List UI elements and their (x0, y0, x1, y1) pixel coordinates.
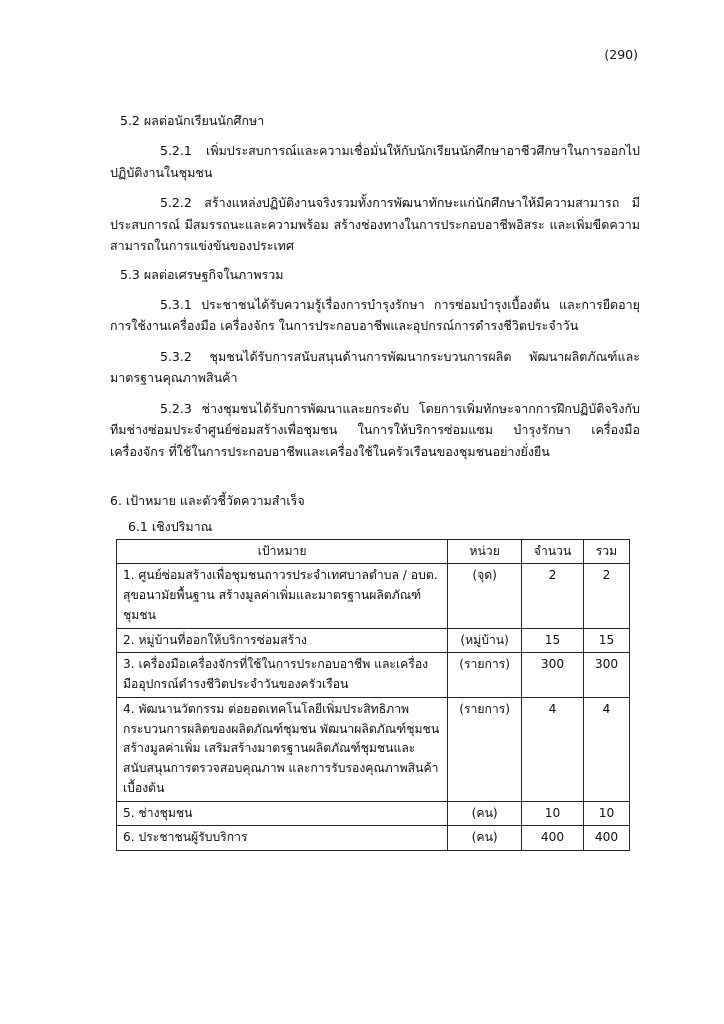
paragraph-5-3-3: 5.2.3 ช่างชุมชนได้รับการพัฒนาและยกระดับ โดยการเพิ่มทักษะจากการฝึกปฏิบัติจริงกับทีมช่างซ่อมประจำศูนย์ซ่อมสร้างเพื่อชุมชน ในการให้บริการซ่อมแซม บำรุงรักษา เครื่องมือเครื่องจักร ที่ใช้ในการประกอบอาชีพและเครื่องใช้ในครัวเรือนของชุมชนอย่างยั่งยืน (110, 400, 640, 459)
section-5-3-heading: 5.3 ผลต่อเศรษฐกิจในภาพรวม (120, 266, 284, 282)
page-number: (290) (604, 47, 638, 62)
cell-target: 2. หมู่บ้านที่ออกให้บริการซ่อมสร้าง (117, 628, 448, 653)
cell-total: 400 (583, 826, 629, 851)
cell-quantity: 15 (522, 628, 584, 653)
table-row (117, 628, 630, 653)
table-row (117, 653, 630, 698)
table-row (117, 697, 630, 801)
cell-quantity: 400 (522, 826, 584, 851)
paragraph-5-2-2: 5.2.2 สร้างแหล่งปฏิบัติงานจริงรวมทั้งการพัฒนาทักษะแก่นักศึกษาให้มีความสามารถ มีประสบการณ์ มีสมรรถนะและความพร้อม สร้างช่องทางในการประกอบอาชีพอิสระ และเพิ่มขีดความสามารถในการแข่งขันของประเทศ (110, 195, 640, 254)
paragraph-5-2-1: 5.2.1 เพิ่มประสบการณ์และความเชื่อมั่นให้กับนักเรียนนักศึกษาอาชีวศึกษาในการออกไปปฏิบัติงานในชุมชน (110, 143, 640, 180)
cell-total: 4 (583, 697, 629, 801)
header-target: เป้าหมาย (117, 539, 448, 564)
paragraph-5-3-2: 5.3.2 ชุมชนได้รับการสนับสนุนด้านการพัฒนากระบวนการผลิต พัฒนาผลิตภัณฑ์และมาตรฐานคุณภาพสินค้า (110, 348, 640, 386)
cell-quantity: 2 (522, 564, 584, 628)
section-6-1-heading: 6.1 เชิงปริมาณ (128, 519, 213, 535)
table-header-row (117, 539, 630, 564)
cell-total: 2 (583, 564, 629, 628)
document-body (110, 112, 640, 851)
targets-table (116, 539, 630, 852)
header-unit: หน่วย (448, 539, 522, 564)
cell-unit: (จุด) (448, 564, 522, 628)
cell-unit: (หมู่บ้าน) (448, 628, 522, 653)
cell-total: 10 (583, 801, 629, 826)
section-5-2-heading: 5.2 ผลต่อนักเรียนนักศึกษา (120, 113, 265, 128)
table-row (117, 564, 630, 628)
cell-total: 300 (583, 653, 629, 698)
cell-target: 6. ประชาชนผู้รับบริการ (117, 826, 448, 851)
cell-quantity: 4 (522, 697, 584, 801)
cell-unit: (คน) (448, 801, 522, 826)
cell-unit: (คน) (448, 826, 522, 851)
header-quantity: จำนวน (522, 539, 584, 564)
cell-target: 1. ศูนย์ซ่อมสร้างเพื่อชุมชนถาวรประจำเทศบาลตำบล / อบต. สุขอนามัยพื้นฐาน สร้างมูลค่าเพิ่มและมาตรฐานผลิตภัณฑ์ชุมชน (117, 564, 448, 628)
cell-unit: (รายการ) (448, 653, 522, 698)
paragraph-5-3-1: 5.3.1 ประชาชนได้รับความรู้เรื่องการบำรุงรักษา การซ่อมบำรุงเบื้องต้น และการยืดอายุการใช้งานเครื่องมือ เครื่องจักร ในการประกอบอาชีพและอุปกรณ์การดำรงชีวิตประจำวัน (110, 296, 640, 334)
cell-quantity: 10 (522, 801, 584, 826)
section-6-heading: 6. เป้าหมาย และตัวชี้วัดความสำเร็จ (110, 493, 305, 509)
header-total: รวม (583, 539, 629, 564)
cell-target: 3. เครื่องมือเครื่องจักรที่ใช้ในการประกอบอาชีพ และเครื่องมืออุปกรณ์ดำรงชีวิตประจำวันของครัวเรือน (117, 653, 448, 698)
cell-unit: (รายการ) (448, 697, 522, 801)
cell-target: 4. พัฒนานวัตกรรม ต่อยอดเทคโนโลยีเพิ่มประสิทธิภาพกระบวนการผลิตของผลิตภัณฑ์ชุมชน พัฒนาผลิตภัณฑ์ชุมชน สร้างมูลค่าเพิ่ม เสริมสร้างมาตรฐานผลิตภัณฑ์ชุมชนและ สนับสนุนการตรวจสอบคุณภาพ และการรับรองคุณภาพสินค้าเบื้องต้น (117, 697, 448, 801)
cell-quantity: 300 (522, 653, 584, 698)
cell-target: 5. ช่างชุมชน (117, 801, 448, 826)
table-row (117, 801, 630, 826)
cell-total: 15 (583, 628, 629, 653)
table-row (117, 826, 630, 851)
